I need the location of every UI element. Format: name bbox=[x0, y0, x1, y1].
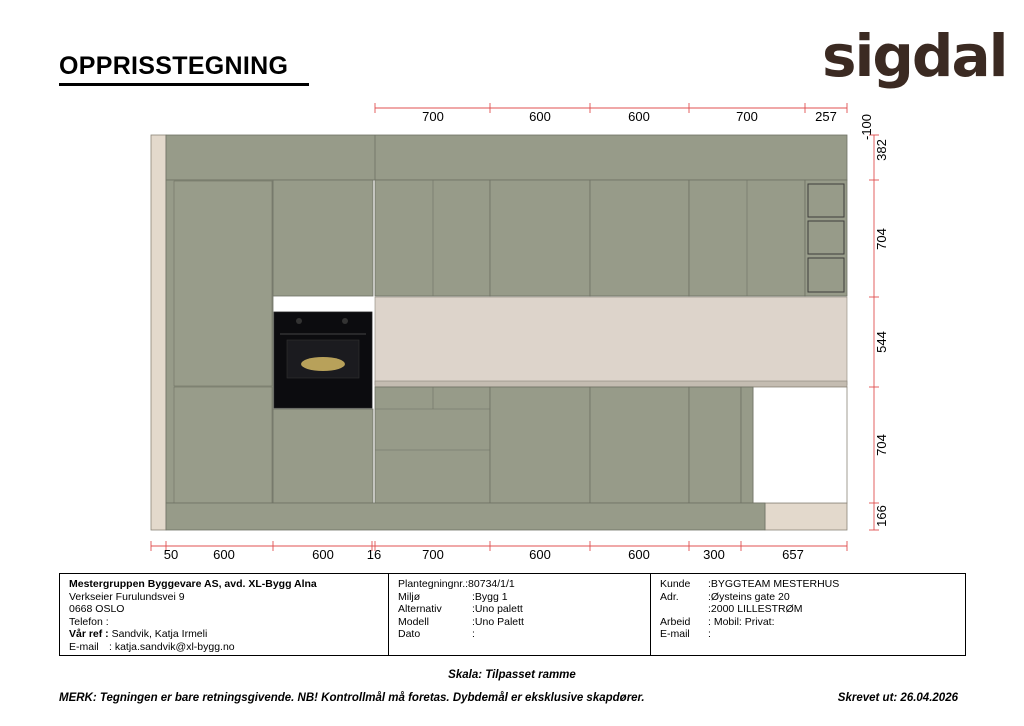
bottom-dim-8: 300 bbox=[703, 547, 725, 562]
open-space bbox=[753, 387, 847, 503]
top-dim-4: 700 bbox=[736, 109, 758, 124]
bottom-dim-7: 600 bbox=[628, 547, 650, 562]
backsplash bbox=[375, 297, 847, 385]
ref-label: Vår ref : bbox=[69, 628, 109, 641]
bottom-dim-2: 600 bbox=[213, 547, 235, 562]
oven-knob-left bbox=[296, 318, 302, 324]
tall-door-1a bbox=[174, 181, 272, 386]
email-value: : katja.sandvik@xl-bygg.no bbox=[109, 640, 235, 653]
kunde-label: Kunde bbox=[660, 578, 691, 590]
arbeid-value: : Mobil: Privat: bbox=[708, 615, 775, 628]
bottom-dim-4: 16 bbox=[366, 547, 382, 562]
top-dim-5: 257 bbox=[815, 109, 837, 124]
adr-label: Adr. bbox=[660, 590, 679, 603]
tall-cabinet-2-upper bbox=[273, 180, 373, 296]
right-dim-1: -100 bbox=[859, 113, 874, 141]
top-dim-1: 700 bbox=[422, 109, 444, 124]
base-filler bbox=[741, 387, 753, 503]
alt-value: :Uno palett bbox=[472, 603, 523, 616]
base-cabinet-2 bbox=[490, 387, 590, 503]
base-cabinet-3 bbox=[590, 387, 689, 503]
countertop-edge bbox=[375, 381, 847, 387]
oven-food bbox=[301, 357, 345, 371]
right-dim-2: 382 bbox=[874, 139, 889, 161]
dato-value: : bbox=[472, 628, 475, 641]
adr-value: :Øysteins gate 20 bbox=[708, 590, 790, 603]
scale-label: Skala: Tilpasset ramme bbox=[448, 669, 576, 681]
tall-cabinet-2-lower bbox=[273, 409, 373, 503]
plan-info bbox=[389, 574, 651, 655]
miljo-label: Miljø bbox=[398, 590, 421, 603]
oven-appliance bbox=[274, 312, 372, 408]
arbeid-label: Arbeid bbox=[660, 615, 691, 628]
miljo-value: :Bygg 1 bbox=[472, 590, 508, 603]
end-panel-right bbox=[765, 503, 847, 530]
shelf-box-1 bbox=[808, 184, 844, 217]
shelf-box-2 bbox=[808, 221, 844, 254]
right-dim-3: 704 bbox=[874, 228, 889, 250]
dealer-name: Mestergruppen Byggevare AS, avd. XL-Bygg Alna bbox=[69, 578, 317, 590]
kunde-value: :BYGGTEAM MESTERHUS bbox=[708, 578, 840, 590]
plinth bbox=[166, 503, 765, 530]
page-title: OPPRISSTEGNING bbox=[59, 52, 289, 80]
email-label: E-mail bbox=[69, 640, 99, 653]
kemail-label: E-mail bbox=[660, 628, 690, 641]
bottom-dim-1: 50 bbox=[163, 547, 179, 562]
wall-cabinet-1 bbox=[375, 180, 490, 296]
sigdal-logo: sigdal bbox=[822, 22, 1007, 90]
bottom-dimension-line bbox=[151, 541, 847, 551]
oven-knob-right bbox=[342, 318, 348, 324]
phone-label: Telefon : bbox=[69, 615, 109, 628]
base-cabinet-4 bbox=[689, 387, 741, 503]
alt-label: Alternativ bbox=[398, 603, 442, 616]
wall-cabinet-2 bbox=[490, 180, 590, 296]
modell-label: Modell bbox=[398, 615, 429, 628]
dealer-street: Verkseier Furulundsvei 9 bbox=[69, 590, 185, 603]
disclaimer-note: MERK: Tegningen er bare retningsgivende. NB! Kontrollmål må foretas. Dybdemål er eksklusive skapdører. bbox=[59, 692, 645, 704]
top-cornice bbox=[166, 135, 847, 180]
adr-city: :2000 LILLESTRØM bbox=[708, 603, 803, 616]
top-dim-3: 600 bbox=[628, 109, 650, 124]
bottom-dim-5: 700 bbox=[422, 547, 444, 562]
plan-label: Plantegningnr. bbox=[398, 578, 466, 590]
dealer-city: 0668 OSLO bbox=[69, 603, 125, 616]
bottom-dim-9: 657 bbox=[782, 547, 804, 562]
shelf-box-3 bbox=[808, 258, 844, 292]
wall-cabinet-3 bbox=[590, 180, 689, 296]
right-dim-5: 704 bbox=[874, 434, 889, 456]
base-drawers bbox=[375, 387, 490, 503]
bottom-dim-6: 600 bbox=[529, 547, 551, 562]
bottom-dim-3: 600 bbox=[312, 547, 334, 562]
kemail-value: : bbox=[708, 628, 711, 641]
tall-door-1b bbox=[174, 387, 272, 503]
right-dim-6: 166 bbox=[874, 505, 889, 527]
modell-value: :Uno Palett bbox=[472, 615, 524, 628]
plan-value: :80734/1/1 bbox=[465, 578, 515, 590]
side-panel-left bbox=[151, 135, 166, 530]
dato-label: Dato bbox=[398, 628, 421, 641]
top-dim-2: 600 bbox=[529, 109, 551, 124]
dealer-info bbox=[60, 574, 389, 655]
print-date: Skrevet ut: 26.04.2026 bbox=[837, 692, 958, 704]
right-dim-4: 544 bbox=[874, 331, 889, 353]
top-dimension-line bbox=[375, 103, 847, 113]
ref-value: Sandvik, Katja Irmeli bbox=[111, 628, 208, 641]
customer-info bbox=[651, 574, 967, 655]
title-block bbox=[59, 573, 966, 656]
